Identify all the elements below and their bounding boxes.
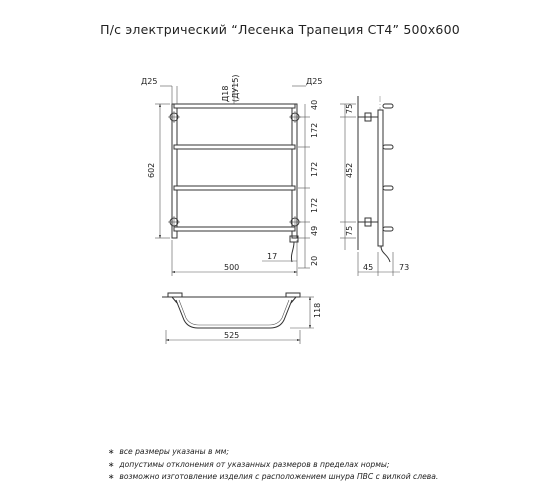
note-item: ∗ возможно изготовление изделия с расположением шнура ПВС с вилкой слева.	[108, 471, 438, 484]
plan-dim-118: 118	[313, 302, 322, 318]
side-dim-452: 452	[345, 162, 354, 178]
dim-602: 602	[147, 162, 156, 178]
side-dim-45: 45	[363, 263, 374, 272]
dim-17: 17	[267, 252, 278, 261]
dim-49: 49	[310, 225, 319, 236]
notes-list	[108, 446, 438, 484]
drawing-title: П/с электрический “Лесенка Трапеция СТ4” 500x600	[100, 22, 460, 37]
dim-500: 500	[224, 263, 240, 272]
dim-d25-left: Д25	[141, 77, 158, 86]
rung-1	[174, 104, 295, 108]
rung-3	[174, 186, 295, 190]
dim-40: 40	[310, 99, 319, 110]
rung-2	[174, 145, 295, 149]
note-item: ∗ допустимы отклонения от указанных размеров в пределах нормы;	[108, 459, 438, 472]
dim-d25-right: Д25	[306, 77, 323, 86]
plan-view	[162, 293, 322, 344]
dim-172-a: 172	[310, 122, 319, 138]
side-dim-73: 73	[399, 263, 410, 272]
side-view	[340, 96, 409, 276]
plan-dim-525: 525	[224, 331, 240, 340]
mount-bracket-icon	[168, 111, 301, 228]
rung-4	[174, 227, 295, 231]
side-dim-75-b: 75	[345, 225, 354, 236]
dim-20: 20	[310, 255, 319, 266]
cable-icon	[381, 246, 390, 262]
dim-172-b: 172	[310, 161, 319, 177]
trapezoid-rung	[176, 300, 292, 328]
front-view	[141, 74, 322, 276]
dim-172-c: 172	[310, 197, 319, 213]
dim-d18: Д18	[221, 85, 230, 102]
side-tube	[378, 110, 383, 246]
dim-du15: (ДУ15)	[231, 74, 240, 102]
note-item: ∗ все размеры указаны в мм;	[108, 446, 438, 459]
side-dim-75-a: 75	[345, 103, 354, 114]
